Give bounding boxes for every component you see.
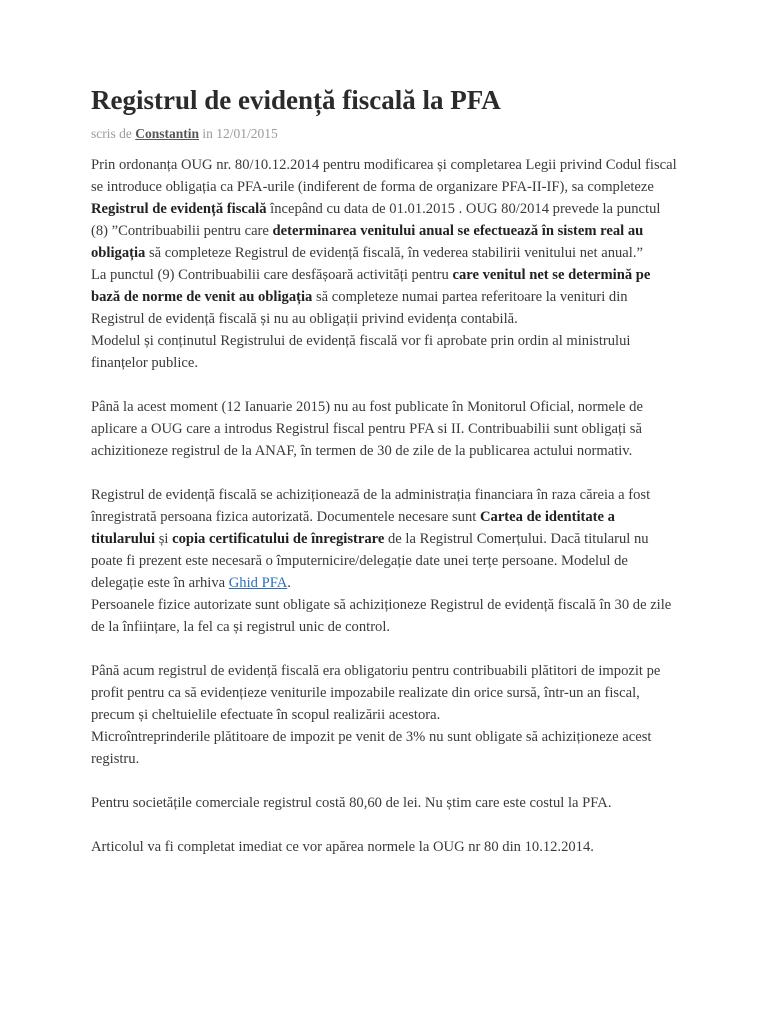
author-link[interactable]: Constantin <box>135 126 200 141</box>
paragraph-6: Articolul va fi completat imediat ce vor apărea normele la OUG nr 80 din 10.12.2014. <box>91 839 594 855</box>
p3-bold-1: Cartea de identitate a titularului <box>91 509 615 547</box>
p3-text-5: Persoanele fizice autorizate sunt obligate să achiziționeze Registrul de evidență fiscală în 30 de zile de la înființare, la fel ca și registrul unic de control. <box>91 597 672 635</box>
paragraph-5: Pentru societățile comerciale registrul costă 80,60 de lei. Nu știm care este costul la PFA. <box>91 795 612 811</box>
article-title: Registrul de evidență fiscală la PFA <box>91 85 501 115</box>
p1-text-2: începând cu data de 01.01.2015 . OUG 80/2014 prevede la punctul (8) ”Contribuabilii pentru care <box>91 201 661 239</box>
p3-text-3: de la Registrul Comerțului. Dacă titularul nu poate fi prezent este necesară o împuternicire/delegație date unei terțe persoane. Modelul de delegație este în arhiva <box>91 531 649 591</box>
paragraph-4 <box>91 660 681 770</box>
p1-text-4: La punctul (9) Contribuabilii care desfășoară activități pentru <box>91 267 453 283</box>
paragraph-3 <box>91 484 681 638</box>
p4-text-2: Microîntreprinderile plătitoare de impozit pe venit de 3% nu sunt obligate să achiziționeze acest registru. <box>91 729 652 767</box>
p3-bold-2: copia certificatului de înregistrare <box>172 531 385 547</box>
p1-bold-1: Registrul de evidență fiscală <box>91 201 267 217</box>
p3-text-4: . <box>287 575 291 591</box>
p3-text-1: Registrul de evidență fiscală se achiziționează de la administrația financiara în raza căreia a fost înregistrată persoana fizica autorizată. Documentele necesare sunt <box>91 487 651 525</box>
byline-prefix: scris de <box>91 126 132 141</box>
byline-in: in <box>202 126 213 141</box>
p1-text-3: să completeze Registrul de evidență fiscală, în vederea stabilirii venitului net anual.” <box>145 245 643 261</box>
p4-text-1: Până acum registrul de evidență fiscală era obligatoriu pentru contribuabili plătitori de impozit pe profit pentru ca să evidențieze veniturile impozabile realizate din orice sursă, într-un an fiscal, precum și cheltuielile efectuate în scopul realizării acestora. <box>91 663 661 723</box>
paragraph-2: Până la acest moment (12 Ianuarie 2015) nu au fost publicate în Monitorul Oficial, normele de aplicare a OUG care a introdus Registrul fiscal pentru PFA si II. Contribuabilii sunt obligați să achizitioneze registrul de la ANAF, în termen de 30 de zile de la publicarea actului normativ. <box>91 399 643 459</box>
p1-bold-2: determinarea venitului anual se efectuează în sistem real au obligația <box>91 223 644 261</box>
publish-date: 12/01/2015 <box>216 126 278 141</box>
paragraph-1 <box>91 154 681 374</box>
p1-text-1: Prin ordonanța OUG nr. 80/10.12.2014 pentru modificarea și completarea Legii privind Codul fiscal se introduce obligația ca PFA-urile (indiferent de forma de organizare PFA-II-IF), sa completeze <box>91 157 677 195</box>
p1-bold-3: care venitul net se determină pe bază de norme de venit au obligația <box>91 267 651 305</box>
ghid-pfa-link[interactable]: Ghid PFA <box>228 575 288 591</box>
p3-text-2: și <box>155 531 173 547</box>
p1-text-6: Modelul și conținutul Registrului de evidență fiscală vor fi aprobate prin ordin al ministrului finanțelor publice. <box>91 333 631 371</box>
byline <box>91 126 278 142</box>
p1-text-5: să completeze numai partea referitoare la venituri din Registrul de evidență fiscală și nu au obligații privind evidența contabilă. <box>91 289 628 327</box>
article-body <box>91 154 681 880</box>
